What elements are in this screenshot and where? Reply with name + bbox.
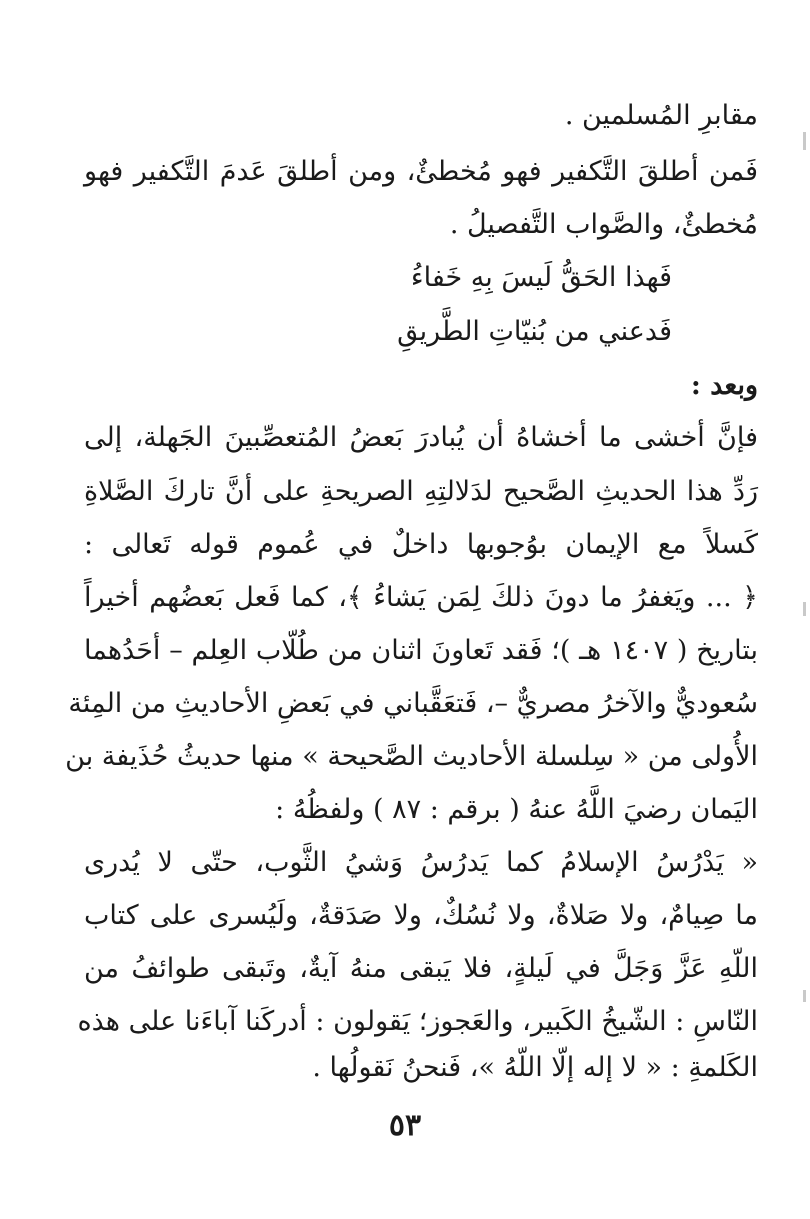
text-line-3: مُخطئٌ، والصَّواب التَّفصيلُ . xyxy=(449,209,758,240)
text-line-14: اليَمان رضيَ اللَّهُ عنهُ ( برقم : ٨٧ ) ولفظُهُ : xyxy=(275,794,758,825)
margin-mark xyxy=(803,990,806,1002)
hadith-line-5: الكَلمةِ : « لا إله إلّا اللّهُ »، فَنحنُ نَقولُها . xyxy=(312,1052,758,1083)
verse-line-2: فَدعني من بُنيّاتِ الطَّريقِ xyxy=(397,316,672,347)
hadith-line-4: النّاسِ : الشّيخُ الكَبير، والعَجوز؛ يَقولون : أدركَنا آباءَنا على هذه xyxy=(77,1006,758,1037)
text-line-2: فَمن أطلقَ التَّكفير فهو مُخطئٌ، ومن أطلقَ عَدمَ التَّكفير فهو xyxy=(84,156,758,187)
section-heading: وبعد : xyxy=(690,370,758,401)
hadith-line-3: اللّهِ عَزَّ وَجَلَّ في لَيلةٍ، فلا يَبقى منهُ آيةٌ، وتَبقى طوائفُ من xyxy=(84,953,758,984)
text-line-11: بتاريخ ( ١٤٠٧ هـ )؛ فَقد تَعاونَ اثنان من طُلّاب العِلم – أحَدُهما xyxy=(84,635,758,666)
page-number: ٥٣ xyxy=(388,1108,422,1143)
hadith-line-2: ما صِيامٌ، ولا صَلاةٌ، ولا نُسُكٌ، ولا صَدَقةٌ، ولَيُسرى على كتاب xyxy=(84,900,758,931)
verse-line-1: فَهذا الحَقُّ لَيسَ بِهِ خَفاءُ xyxy=(410,262,672,293)
text-line-1: مقابرِ المُسلمين . xyxy=(564,100,758,131)
text-line-8: رَدِّ هذا الحديثِ الصَّحيح لدَلالتِهِ الصريحةِ على أنَّ تاركَ الصَّلاةِ xyxy=(84,476,758,507)
text-line-12: سُعوديٌّ والآخرُ مصريٌّ –، فَتعَقَّباني في بَعضِ الأحاديثِ من المِئة xyxy=(68,688,758,719)
hadith-line-1: « يَدْرُسُ الإسلامُ كما يَدرُسُ وَشيُ الثَّوب، حتّى لا يُدرى xyxy=(84,847,758,878)
text-line-7: فإنَّ أخشى ما أخشاهُ أن يُبادرَ بَعضُ المُتعصِّبينَ الجَهلة، إلى xyxy=(84,422,758,453)
text-line-13: الأُولى من « سِلسلة الأحاديث الصَّحيحة » منها حديثُ حُذَيفة بن xyxy=(65,741,758,772)
text-line-10: ﴿ ... ويَغفرُ ما دونَ ذلكَ لِمَن يَشاءُ ﴾، كما فَعل بَعضُهم أخيراً xyxy=(84,582,758,613)
text-line-9: كَسلاً مع الإيمان بوُجوبها داخلٌ في عُموم قوله تَعالى : xyxy=(84,529,758,560)
margin-mark xyxy=(803,132,806,150)
margin-mark xyxy=(803,602,806,616)
